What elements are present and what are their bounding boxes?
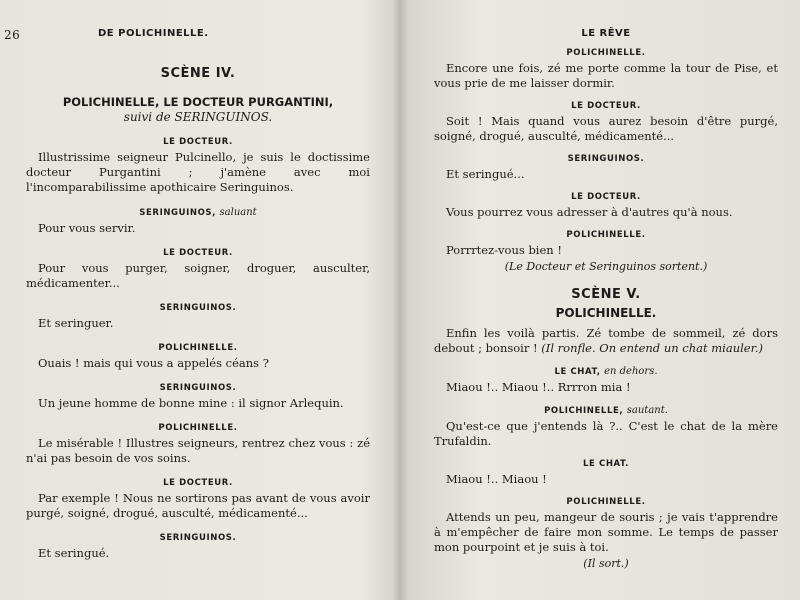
scene-title: SCÈNE IV. <box>160 66 236 81</box>
speaker-name: SERINGUINOS. <box>159 303 237 313</box>
dialogue-block <box>26 248 370 291</box>
speaker-name: POLICHINELLE. <box>158 423 238 433</box>
dialogue-line: Enfin les voilà partis. Zé tombe de sommeil, zé dors debout ; bonsoir ! (Il ronfle. On entend un chat miauler.) <box>434 326 778 355</box>
running-head <box>4 28 370 44</box>
stage-direction: en dehors. <box>604 366 658 377</box>
characters-followed: suivi de SERINGUINOS. <box>123 110 273 124</box>
dialogue-line: Encore une fois, zé me porte comme la tour de Pise, et vous prie de me laisser dormir. <box>434 61 778 90</box>
dialogue-block <box>26 303 370 331</box>
left-page <box>0 0 392 600</box>
page-number: 26 <box>4 28 21 42</box>
dialogue-block <box>434 459 778 487</box>
dialogue-line: Et seringué. <box>38 546 110 560</box>
speaker-name: SERINGUINOS. <box>159 533 237 543</box>
speaker-name: LE DOCTEUR. <box>163 478 233 488</box>
dialogue-block <box>26 533 370 561</box>
speaker-name: LE DOCTEUR. <box>163 248 233 258</box>
dialogue-block <box>26 478 370 521</box>
scene-character: POLICHINELLE. <box>555 306 657 320</box>
dialogue-line: Vous pourrez vous adresser à d'autres qu'à nous. <box>446 205 733 219</box>
dialogue-line: Le misérable ! Illustres seigneurs, rentrez chez vous : zé n'ai pas besoin de vos soins. <box>26 436 370 465</box>
dialogue-block <box>434 101 778 144</box>
exit-stage-direction: (Le Docteur et Seringuinos sortent.) <box>504 260 708 273</box>
speaker-name: POLICHINELLE. <box>566 48 646 58</box>
dialogue-line: Et seringuer. <box>38 316 114 330</box>
dialogue-line: Qu'est-ce que j'entends là ?.. C'est le chat de la mère Trufaldin. <box>434 419 778 448</box>
speaker-name: POLICHINELLE, sautant. <box>544 405 668 416</box>
dialogue-block <box>434 230 778 258</box>
dialogue-block <box>434 497 778 555</box>
running-head-title: DE POLICHINELLE. <box>98 28 209 39</box>
speaker-name: SERINGUINOS, saluant <box>139 207 257 218</box>
dialogue-block <box>434 192 778 220</box>
speaker-name: LE CHAT. <box>583 459 629 469</box>
dialogue-line: Et seringué... <box>446 167 525 181</box>
right-page <box>408 0 800 600</box>
speaker-name: SERINGUINOS. <box>159 383 237 393</box>
speaker-name: LE CHAT, en dehors. <box>554 366 658 377</box>
dialogue-line: Par exemple ! Nous ne sortirons pas avant de vous avoir purgé, soigné, drogué, ausculté, médicamenté... <box>26 491 370 520</box>
dialogue-block <box>26 343 370 371</box>
stage-direction: sautant. <box>626 405 668 416</box>
speaker-name: LE DOCTEUR. <box>571 192 641 202</box>
speaker-name: LE DOCTEUR. <box>163 137 233 147</box>
dialogue-line: Pour vous servir. <box>38 221 136 235</box>
dialogue-line: Pour vous purger, soigner, droguer, ausculter, médicamenter... <box>26 261 370 290</box>
speaker-name: SERINGUINOS. <box>567 154 645 164</box>
dialogue-block <box>434 405 778 449</box>
speaker-name: LE DOCTEUR. <box>571 101 641 111</box>
dialogue-block <box>434 366 778 395</box>
dialogue-line: Un jeune homme de bonne mine : il signor Arlequin. <box>38 396 344 410</box>
dialogue-block <box>26 207 370 236</box>
characters-line: POLICHINELLE, LE DOCTEUR PURGANTINI, <box>62 95 334 109</box>
dialogue-block <box>26 137 370 195</box>
dialogue-line: Illustrissime seigneur Pulcinello, je suis le doctissime docteur Purgantini ; j'amène avec moi l'incomparabilissime apothicaire Seringuinos. <box>26 150 370 194</box>
dialogue-block <box>434 154 778 182</box>
speaker-name: POLICHINELLE. <box>566 230 646 240</box>
stage-direction: saluant <box>219 207 257 218</box>
running-head <box>434 28 778 44</box>
dialogue-block <box>26 383 370 411</box>
speaker-name: POLICHINELLE. <box>566 497 646 507</box>
stage-direction: (Il ronfle. On entend un chat miauler.) <box>541 341 763 355</box>
scene-title: SCÈNE V. <box>571 287 641 302</box>
dialogue-line: Miaou !.. Miaou !.. Rrrron mia ! <box>446 380 631 394</box>
dialogue-block <box>26 423 370 466</box>
running-head-title: LE RÊVE <box>581 28 631 39</box>
dialogue-line: Ouais ! mais qui vous a appelés céans ? <box>38 356 269 370</box>
dialogue-block <box>434 326 778 356</box>
dialogue-line: Miaou !.. Miaou ! <box>446 472 547 486</box>
dialogue-line: Porrrtez-vous bien ! <box>446 243 562 257</box>
speaker-name: POLICHINELLE. <box>158 343 238 353</box>
dialogue-line: Soit ! Mais quand vous aurez besoin d'être purgé, soigné, drogué, ausculté, médicamenté... <box>434 114 778 143</box>
final-stage-direction: (Il sort.) <box>583 557 629 570</box>
dialogue-block <box>434 48 778 91</box>
dialogue-line: Attends un peu, mangeur de souris ; je vais t'apprendre à m'empêcher de faire mon somme. Le temps de passer mon pourpoint et je suis à toi. <box>434 510 778 554</box>
scene-characters <box>26 95 370 125</box>
